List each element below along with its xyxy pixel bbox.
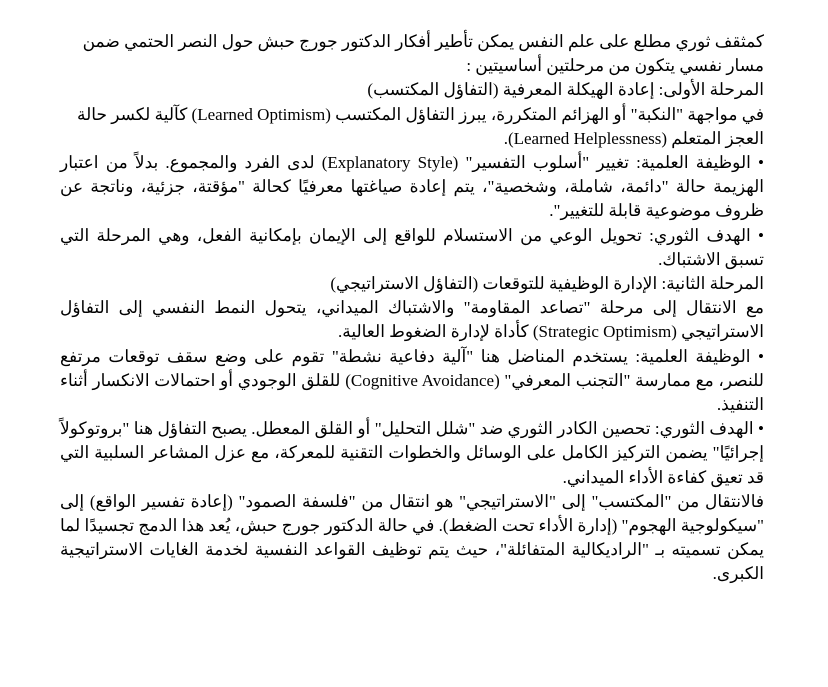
stage-two-heading: المرحلة الثانية: الإدارة الوظيفية للتوقعات (التفاؤل الاستراتيجي): [330, 274, 764, 294]
conclusion-paragraph: فالانتقال من "المكتسب" إلى "الاستراتيجي" هو انتقال من "فلسفة الصمود" (إعادة تفسير الواقع) إلى "سيكولوجية الهجوم" (إدارة الأداء تحت الضغط). في حالة الدكتور جورج حبش، يُعد هذا الدمج تجسيدًا لما يمكن تسميته بـ "الراديكالية المتفائلة"، حيث يتم توظيف القواعد النفسية لخدمة الغايات الاستراتيجية الكبرى.: [60, 491, 764, 584]
intro-paragraph: كمثقف ثوري مطلع على علم النفس يمكن تأطير أفكار الدكتور جورج حبش حول النصر الحتمي ضمن مسار نفسي يتكون من مرحلتين أساسيتين :: [82, 32, 764, 76]
stage-one-intro: في مواجهة "النكبة" أو الهزائم المتكررة، يبرز التفاؤل المكتسب (Learned Optimism) كآلية لكسر حالة العجز المتعلم (Learned Helplessness).: [77, 104, 764, 148]
stage-one-heading: المرحلة الأولى: إعادة الهيكلة المعرفية (التفاؤل المكتسب): [367, 80, 764, 100]
document-body: [60, 30, 764, 587]
stage-two-intro: مع الانتقال إلى مرحلة "تصاعد المقاومة" والاشتباك الميداني، يتحول النمط النفسي إلى التفاؤل الاستراتيجي (Strategic Optimism) كأداة لإدارة الضغوط العالية.: [60, 298, 764, 342]
stage-two-scientific-function: • الوظيفة العلمية: يستخدم المناضل هنا "آلية دفاعية نشطة" تقوم على وضع سقف توقعات مرتفع للنصر، مع ممارسة "التجنب المعرفي" (Cognitive Avoidance) للقلق الوجودي أو احتمالات الانكسار أثناء التنفيذ.: [60, 346, 764, 415]
stage-one-revolutionary-goal: • الهدف الثوري: تحويل الوعي من الاستسلام للواقع إلى الإيمان بإمكانية الفعل، وهي المرحلة التي تسبق الاشتباك.: [60, 225, 764, 269]
stage-one-scientific-function: • الوظيفة العلمية: تغيير "أسلوب التفسير" (Explanatory Style) لدى الفرد والمجموع. بدلاً من اعتبار الهزيمة حالة "دائمة، شاملة، وشخصية"، يتم إعادة صياغتها معرفيًا كحالة "مؤقتة، جزئية، وناتجة عن ظروف موضوعية قابلة للتغيير".: [60, 153, 764, 221]
stage-two-revolutionary-goal: • الهدف الثوري: تحصين الكادر الثوري ضد "شلل التحليل" أو القلق المعطل. يصبح التفاؤل هنا "بروتوكولاً إجرائيًا" يضمن التركيز الكامل على الوسائل والخطوات التقنية للمعركة، مع عزل المشاعر السلبية التي قد تعيق كفاءة الأداء الميداني.: [60, 419, 764, 487]
